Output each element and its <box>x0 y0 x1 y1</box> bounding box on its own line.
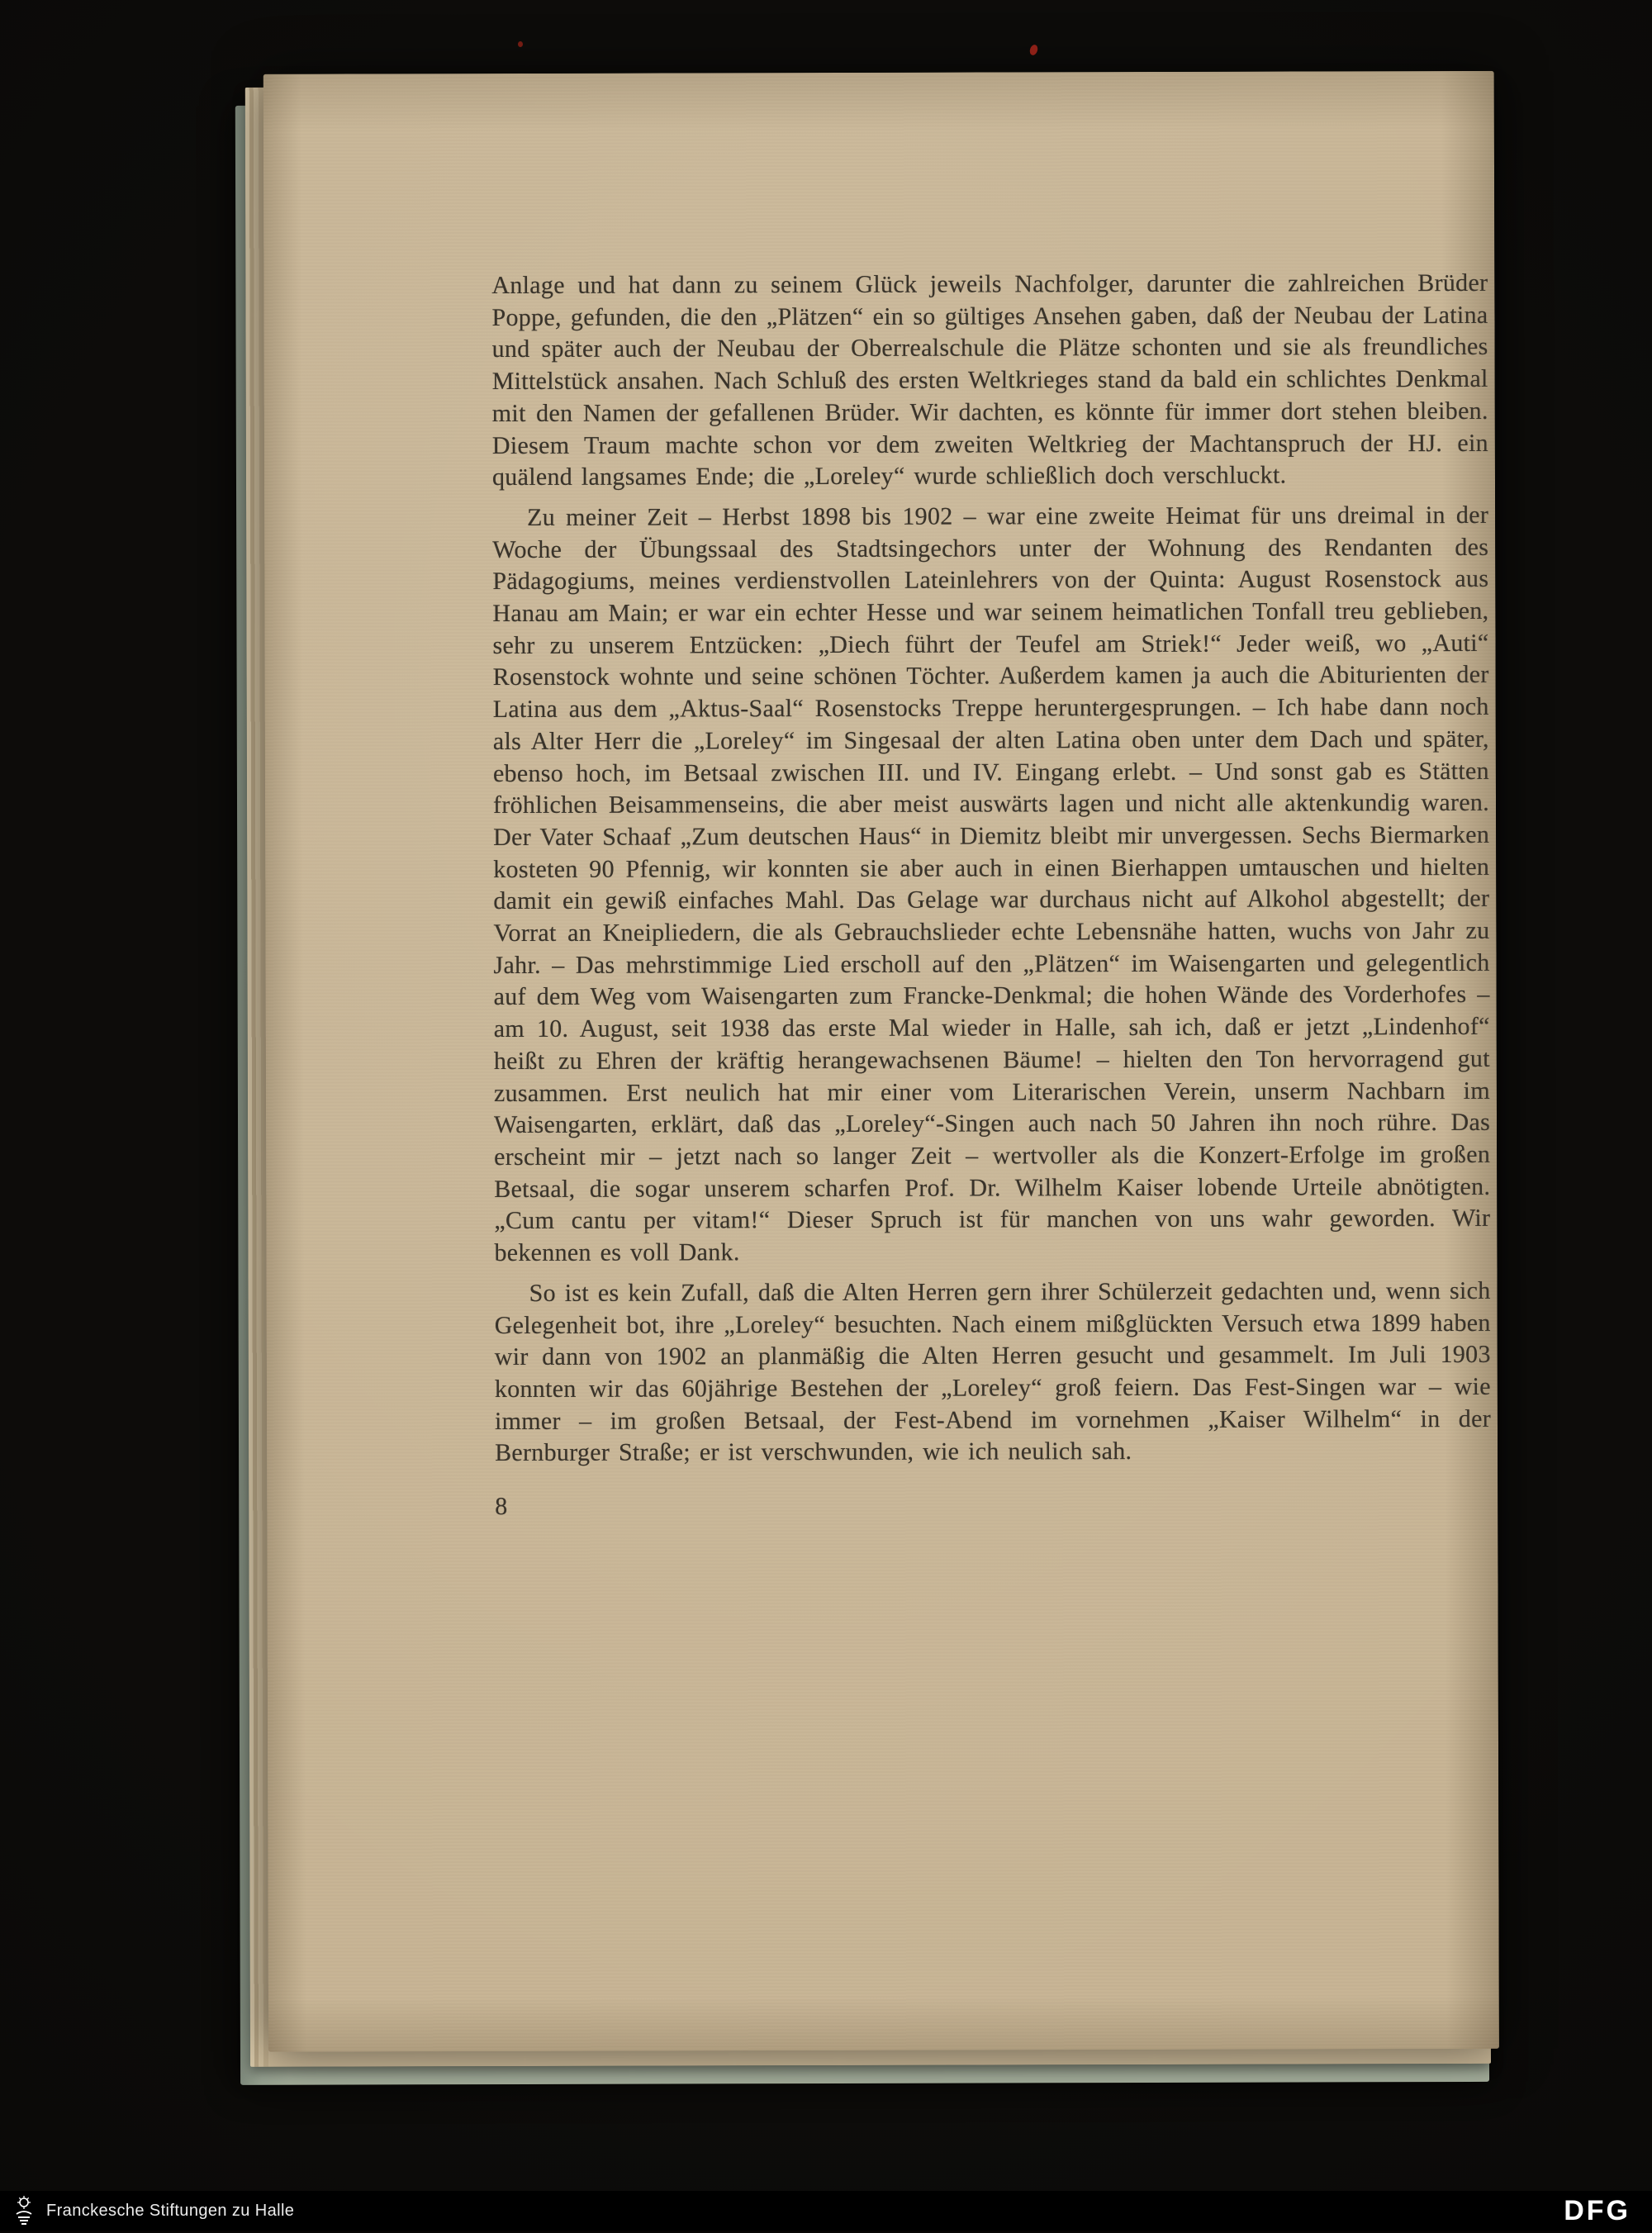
franckesche-stiftungen-emblem-icon <box>12 2196 36 2226</box>
dfg-logo: DFG <box>1564 2194 1631 2226</box>
paragraph: Anlage und hat dann zu seinem Glück jeweils Nachfolger, darunter die zahlreichen Brüder Poppe, gefunden, die den „Plätzen“ ein so gültiges Ansehen gaben, daß der Neubau der Latina und später auch der Neubau der Oberrealschule die Plätze schonten und sie als freundliches Mittelstück ansahen. Nach Schluß des ersten Weltkrieges stand da bald ein schlichtes Denkmal mit den Namen der gefallenen Brüder. Wir dachten, es könnte für immer dort stehen bleiben. Diesem Traum machte schon vor dem zweiten Weltkrieg der Machtanspruch der HJ. ein quälend langsames Ende; die „Loreley“ wurde schließlich doch verschluckt. <box>491 268 1488 492</box>
page-number: 8 <box>495 1493 508 1521</box>
scanned-page <box>263 71 1499 2052</box>
paragraph: Zu meiner Zeit – Herbst 1898 bis 1902 – war eine zweite Heimat für uns dreimal in der Woche der Übungssaal des Stadtsingechors unter der Wohnung des Rendanten des Pädagogiums, meines verdienstvollen Lateinlehrers von der Quinta: August Rosenstock aus Hanau am Main; er war ein echter Hesse und war seinem heimatlichen Tonfall treu geblieben, sehr zu unserem Entzücken: „Diech führt der Teufel am Striek!“ Jeder weiß, wo „Auti“ Rosenstock wohnte und seine schönen Töchter. Außerdem kamen ja auch die Abiturienten der Latina aus dem „Aktus-Saal“ Rosenstocks Treppe heruntergesprungen. – Ich habe dann noch als Alter Herr die „Loreley“ im Singesaal der alten Latina oben unter dem Dach und später, ebenso hoch, im Betsaal zwischen III. und IV. Eingang erlebt. – Und sonst gab es Stätten fröhlichen Beisammenseins, die aber meist auswärts lagen und nicht alle aktenkundig waren. Der Vater Schaaf „Zum deutschen Haus“ in Diemitz bleibt mir unvergessen. Sechs Biermarken kosteten 90 Pfennig, wir konnten sie aber auch in einen Bierhappen umtauschen und hielten damit ein gewiß einfaches Mahl. Das Gelage war durchaus nicht auf Alkohol abgestellt; der Vorrat an Kneipliedern, die als Gebrauchslieder echte Lebensnähe hatten, wuchs von Jahr zu Jahr. – Das mehrstimmige Lied erscholl auf den „Plätzen“ im Waisengarten und gelegentlich auf dem Weg vom Waisengarten zum Francke-Denkmal; die hohen Wände des Vorderhofes – am 10. August, seit 1938 das erste Mal wieder in Halle, sah ich, daß er jetzt „Lindenhof“ heißt zu Ehren der kräftig herangewachsenen Bäume! – hielten den Ton hervorragend gut zusammen. Erst neulich hat mir einer vom Literarischen Verein, unserm Nachbarn im Waisengarten, erklärt, daß das „Loreley“-Singen auch nach 50 Jahren ihn noch rühre. Das erscheint mir – jetzt nach so langer Zeit – wertvoller als die Konzert-Erfolge im großen Betsaal, die sogar unserem scharfen Prof. Dr. Wilhelm Kaiser lobende Urteile abnötigten. „Cum cantu per vitam!“ Dieser Spruch ist für manchen von uns wahr geworden. Wir bekennen es voll Dank. <box>492 501 1491 1267</box>
page-text <box>491 268 1491 1523</box>
archive-name: Franckesche Stiftungen zu Halle <box>46 2201 295 2220</box>
viewer-footer-bar <box>0 2191 1652 2231</box>
archive-attribution <box>12 2196 294 2226</box>
scan-artifact-speck <box>518 41 523 47</box>
paragraph: So ist es kein Zufall, daß die Alten Herren gern ihrer Schülerzeit gedachten und, wenn sich Gelegenheit bot, ihre „Loreley“ besuchten. Nach einem mißglückten Versuch etwa 1899 haben wir dann von 1902 an planmäßig die Alten Herren gesucht und gesammelt. Im Juli 1903 konnten wir das 60jährige Bestehen der „Loreley“ groß feiern. Das Fest-Singen war – wie immer – im großen Betsaal, der Fest-Abend im vornehmen „Kaiser Wilhelm“ in der Bernburger Straße; er ist verschwunden, wie ich neulich sah. <box>494 1276 1492 1467</box>
